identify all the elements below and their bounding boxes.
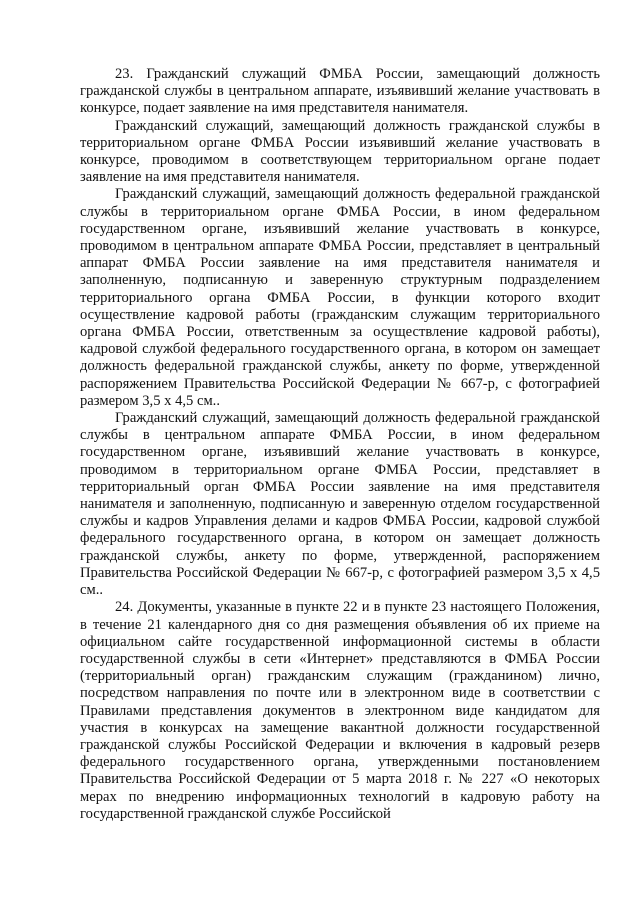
paragraph-territorial-body: Гражданский служащий, замещающий должность гражданской службы в территориальном органе ФМБА России изъявивший желание участвовать в конкурсе, проводимом в соответствующем территориальном органе подает заявление на имя представителя нанимателя.: [80, 117, 600, 186]
document-page: [80, 66, 600, 823]
paragraph-24-documents: 24. Документы, указанные в пункте 22 и в пункте 23 настоящего Положения, в течение 21 календарного дня со дня размещения объявления об их приеме на официальном сайте государственной информационной системы в области государственной службы в сети «Интернет» представляются в ФМБА России (территориальный орган) гражданским служащим (гражданином) лично, посредством направления по почте или в электронном виде в соответствии с Правилами представления документов в электронном виде кандидатом для участия в конкурсах на замещение вакантной должности государственной гражданской службы Российской Федерации и включения в кадровый резерв федерального государственного органа, утвержденными постановлением Правительства Российской Федерации от 5 марта 2018 г. № 227 «О некоторых мерах по внедрению информационных технологий в кадровую работу на государственной гражданской службе Российской: [80, 599, 600, 822]
paragraph-to-central-apparatus: Гражданский служащий, замещающий должность федеральной гражданской службы в территориальном органе ФМБА России, в ином федеральном государственном органе, изъявивший желание участвовать в конкурсе, проводимом в центральном аппарате ФМБА России, представляет в центральный аппарат ФМБА России заявление на имя представителя нанимателя и заполненную, подписанную и заверенную структурным подразделением территориального органа ФМБА России, в функции которого входит осуществление кадровой работы (гражданским служащим территориального органа ФМБА России, ответственным за осуществление кадровой работы), кадровой службой федерального государственного органа, в котором он замещает должность федеральной гражданской службы, анкету по форме, утвержденной распоряжением Правительства Российской Федерации № 667-р, с фотографией размером 3,5 х 4,5 см..: [80, 186, 600, 409]
paragraph-to-territorial-body: Гражданский служащий, замещающий должность федеральной гражданской службы в центральном аппарате ФМБА России, в ином федеральном государственном органе, изъявивший желание участвовать в конкурсе, проводимом в территориальном органе ФМБА России, представляет в территориальный орган ФМБА России заявление на имя представителя нанимателя и заполненную, подписанную и заверенную отделом государственной службы и кадров Управления делами и кадров ФМБА России, кадровой службой федерального государственного органа, в котором он замещает должность гражданской службы, анкету по форме, утвержденной, распоряжением Правительства Российской Федерации № 667-р, с фотографией размером 3,5 х 4,5 см..: [80, 410, 600, 599]
paragraph-23-central: 23. Гражданский служащий ФМБА России, замещающий должность гражданской службы в центральном аппарате, изъявивший желание участвовать в конкурсе, подает заявление на имя представителя нанимателя.: [80, 66, 600, 117]
